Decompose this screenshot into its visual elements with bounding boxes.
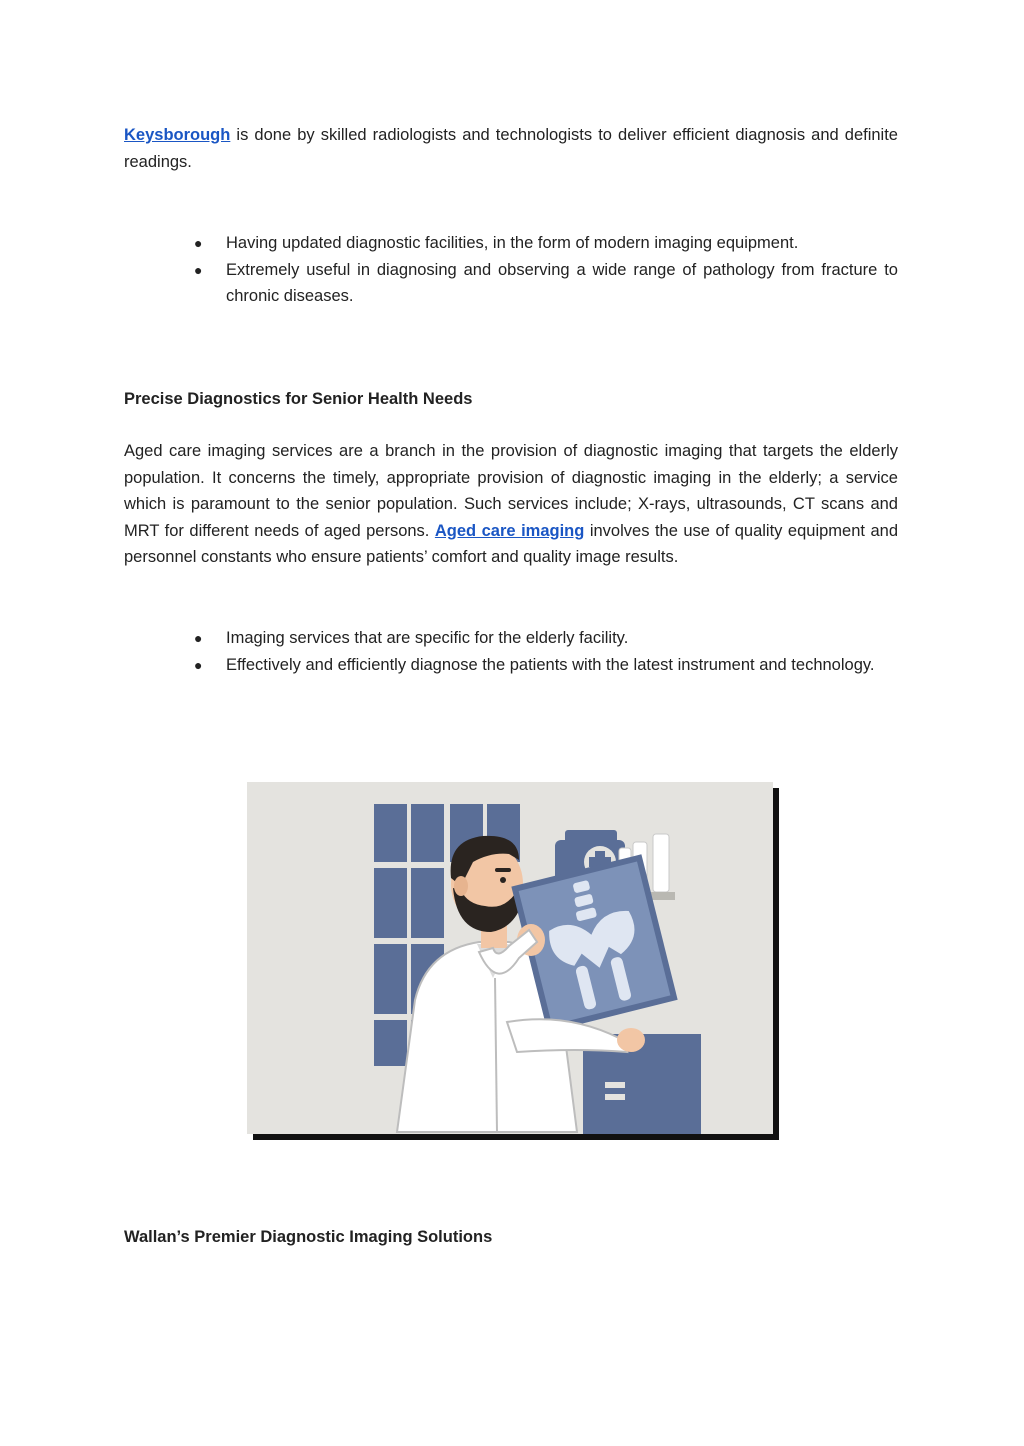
doctor-xray-icon	[247, 782, 779, 1140]
list-item	[190, 230, 898, 257]
list-item	[190, 652, 898, 679]
list-item-text: Having updated diagnostic facilities, in the form of modern imaging equipment.	[226, 234, 799, 252]
bullet-icon: ●	[194, 656, 203, 673]
bullet-list-1	[190, 230, 898, 310]
list-item-text: Imaging services that are specific for the elderly facility.	[226, 629, 629, 647]
list-item-text: Extremely useful in diagnosing and observing a wide range of pathology from fracture to chronic diseases.	[226, 260, 898, 305]
aged-care-paragraph	[124, 438, 898, 571]
paragraph-text: involves the use of quality equipment and personnel constants who ensure patients’ comfort and quality image results.	[124, 521, 898, 566]
bullet-icon: ●	[194, 630, 203, 646]
paragraph-text: Aged care imaging services are a branch in the provision of diagnostic imaging that targets the elderly population. It concerns the timely, appropriate provision of diagnostic imaging in the elderly; a service which is paramount to the senior population. Such services include; X-rays, ultrasounds, CT scans and MRT for different needs of aged persons.	[124, 442, 898, 540]
intro-text: is done by skilled radiologists and technologists to deliver efficient diagnosis and definite readings.	[124, 126, 898, 171]
list-item-text: Effectively and efficiently diagnose the patients with the latest instrument and technology.	[226, 655, 875, 674]
bullet-icon: ●	[194, 261, 203, 278]
bullet-list-2	[190, 625, 898, 678]
list-item	[190, 625, 898, 652]
intro-paragraph	[124, 122, 898, 175]
section-heading-senior: Precise Diagnostics for Senior Health Needs	[124, 390, 473, 408]
doctor-xray-illustration	[247, 782, 779, 1140]
aged-care-imaging-link[interactable]: Aged care imaging	[434, 521, 585, 540]
section-heading-wallan: Wallan’s Premier Diagnostic Imaging Solutions	[124, 1228, 493, 1246]
keysborough-link[interactable]: Keysborough	[124, 126, 231, 144]
list-item	[190, 257, 898, 310]
bullet-icon: ●	[194, 235, 203, 251]
